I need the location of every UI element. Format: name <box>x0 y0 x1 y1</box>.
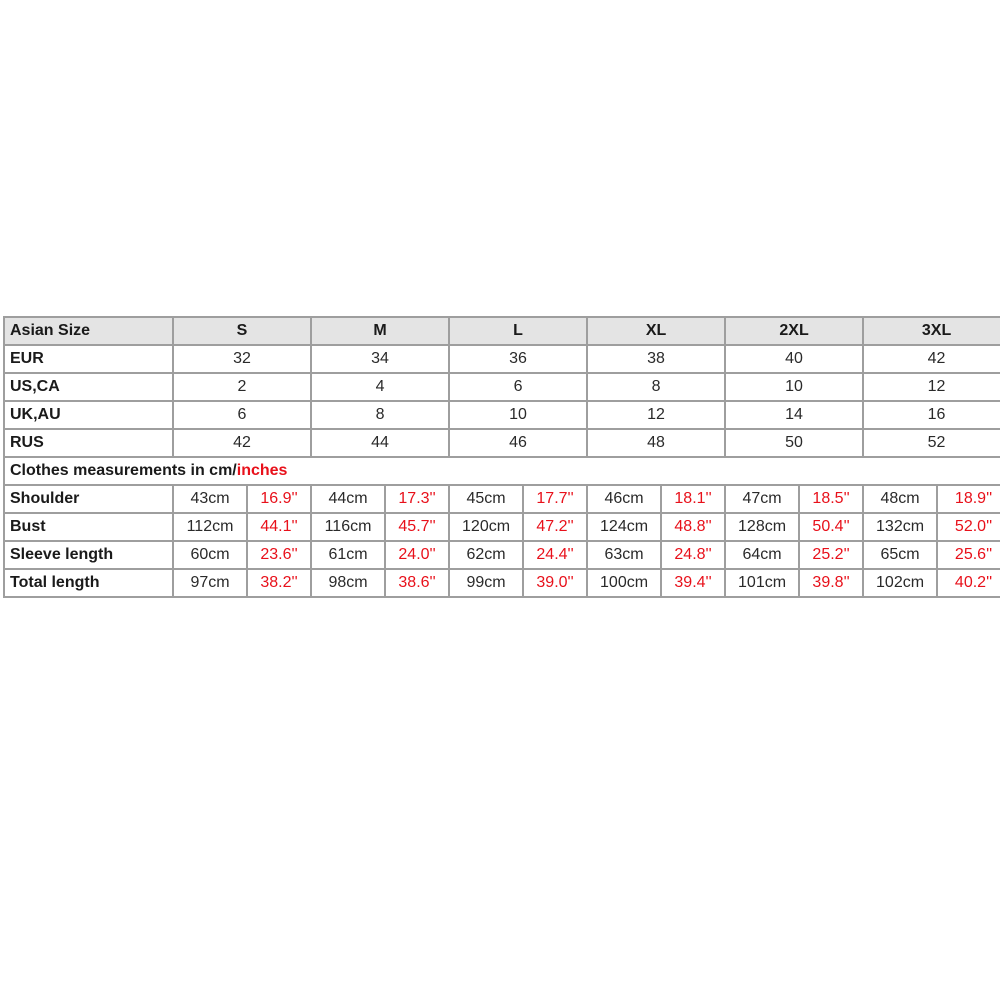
inch-cell: 38.2'' <box>248 570 310 596</box>
inch-cell: 17.7'' <box>524 486 586 512</box>
cm-cell: 97cm <box>174 570 246 596</box>
table-cell: 2 <box>174 374 310 400</box>
cm-cell: 60cm <box>174 542 246 568</box>
table-cell: 10 <box>450 402 586 428</box>
cm-cell: 43cm <box>174 486 246 512</box>
cm-cell: 132cm <box>864 514 936 540</box>
cm-cell: 47cm <box>726 486 798 512</box>
table-cell: 32 <box>174 346 310 372</box>
inch-cell: 18.5'' <box>800 486 862 512</box>
measurement-row-total-length <box>5 570 1000 596</box>
inch-cell: 39.0'' <box>524 570 586 596</box>
inch-cell: 39.4'' <box>662 570 724 596</box>
table-cell: 10 <box>726 374 862 400</box>
row-label: US,CA <box>5 374 172 400</box>
inch-cell: 18.1'' <box>662 486 724 512</box>
asian-size-label: Asian Size <box>5 318 172 344</box>
table-cell: 34 <box>312 346 448 372</box>
table-cell: 42 <box>864 346 1000 372</box>
cm-cell: 65cm <box>864 542 936 568</box>
table-cell: 12 <box>864 374 1000 400</box>
size-header-xl: XL <box>588 318 724 344</box>
conversion-row-rus <box>5 430 1000 456</box>
inch-cell: 47.2'' <box>524 514 586 540</box>
row-label: EUR <box>5 346 172 372</box>
size-header-m: M <box>312 318 448 344</box>
row-label: UK,AU <box>5 402 172 428</box>
inch-cell: 17.3'' <box>386 486 448 512</box>
table-cell: 6 <box>450 374 586 400</box>
inch-cell: 25.6'' <box>938 542 1000 568</box>
size-header-2xl: 2XL <box>726 318 862 344</box>
inch-cell: 52.0'' <box>938 514 1000 540</box>
cm-cell: 101cm <box>726 570 798 596</box>
measurement-row-bust <box>5 514 1000 540</box>
table-cell: 38 <box>588 346 724 372</box>
table-cell: 40 <box>726 346 862 372</box>
cm-cell: 102cm <box>864 570 936 596</box>
inch-cell: 23.6'' <box>248 542 310 568</box>
measurements-title-inches: inches <box>236 462 288 479</box>
inch-cell: 50.4'' <box>800 514 862 540</box>
cm-cell: 61cm <box>312 542 384 568</box>
table-cell: 52 <box>864 430 1000 456</box>
table-cell: 14 <box>726 402 862 428</box>
table-cell: 8 <box>312 402 448 428</box>
measurements-title <box>5 458 1000 484</box>
measurements-title-prefix: Clothes measurements in cm/ <box>10 462 237 479</box>
inch-cell: 16.9'' <box>248 486 310 512</box>
table-cell: 4 <box>312 374 448 400</box>
cm-cell: 45cm <box>450 486 522 512</box>
size-header-l: L <box>450 318 586 344</box>
cm-cell: 44cm <box>312 486 384 512</box>
cm-cell: 112cm <box>174 514 246 540</box>
table-cell: 50 <box>726 430 862 456</box>
table-cell: 46 <box>450 430 586 456</box>
table-cell: 48 <box>588 430 724 456</box>
row-label: Bust <box>5 514 172 540</box>
table-cell: 8 <box>588 374 724 400</box>
table-cell: 6 <box>174 402 310 428</box>
inch-cell: 24.4'' <box>524 542 586 568</box>
size-header-3xl: 3XL <box>864 318 1000 344</box>
inch-cell: 44.1'' <box>248 514 310 540</box>
inch-cell: 38.6'' <box>386 570 448 596</box>
cm-cell: 120cm <box>450 514 522 540</box>
row-label: Shoulder <box>5 486 172 512</box>
cm-cell: 62cm <box>450 542 522 568</box>
size-header-s: S <box>174 318 310 344</box>
cm-cell: 99cm <box>450 570 522 596</box>
table-cell: 36 <box>450 346 586 372</box>
cm-cell: 46cm <box>588 486 660 512</box>
measurement-row-sleeve-length <box>5 542 1000 568</box>
table-cell: 44 <box>312 430 448 456</box>
inch-cell: 39.8'' <box>800 570 862 596</box>
header-row <box>5 318 1000 344</box>
row-label: RUS <box>5 430 172 456</box>
conversion-row-eur <box>5 346 1000 372</box>
measurement-row-shoulder <box>5 486 1000 512</box>
inch-cell: 25.2'' <box>800 542 862 568</box>
table-cell: 12 <box>588 402 724 428</box>
cm-cell: 48cm <box>864 486 936 512</box>
cm-cell: 100cm <box>588 570 660 596</box>
inch-cell: 24.8'' <box>662 542 724 568</box>
conversion-row-uk-au <box>5 402 1000 428</box>
cm-cell: 124cm <box>588 514 660 540</box>
conversion-row-us-ca <box>5 374 1000 400</box>
cm-cell: 98cm <box>312 570 384 596</box>
cm-cell: 116cm <box>312 514 384 540</box>
cm-cell: 128cm <box>726 514 798 540</box>
inch-cell: 18.9'' <box>938 486 1000 512</box>
row-label: Sleeve length <box>5 542 172 568</box>
inch-cell: 24.0'' <box>386 542 448 568</box>
cm-cell: 64cm <box>726 542 798 568</box>
row-label: Total length <box>5 570 172 596</box>
inch-cell: 48.8'' <box>662 514 724 540</box>
table-cell: 42 <box>174 430 310 456</box>
cm-cell: 63cm <box>588 542 660 568</box>
table-cell: 16 <box>864 402 1000 428</box>
size-chart-table <box>3 316 1000 598</box>
inch-cell: 45.7'' <box>386 514 448 540</box>
measurements-title-row <box>5 458 1000 484</box>
inch-cell: 40.2'' <box>938 570 1000 596</box>
